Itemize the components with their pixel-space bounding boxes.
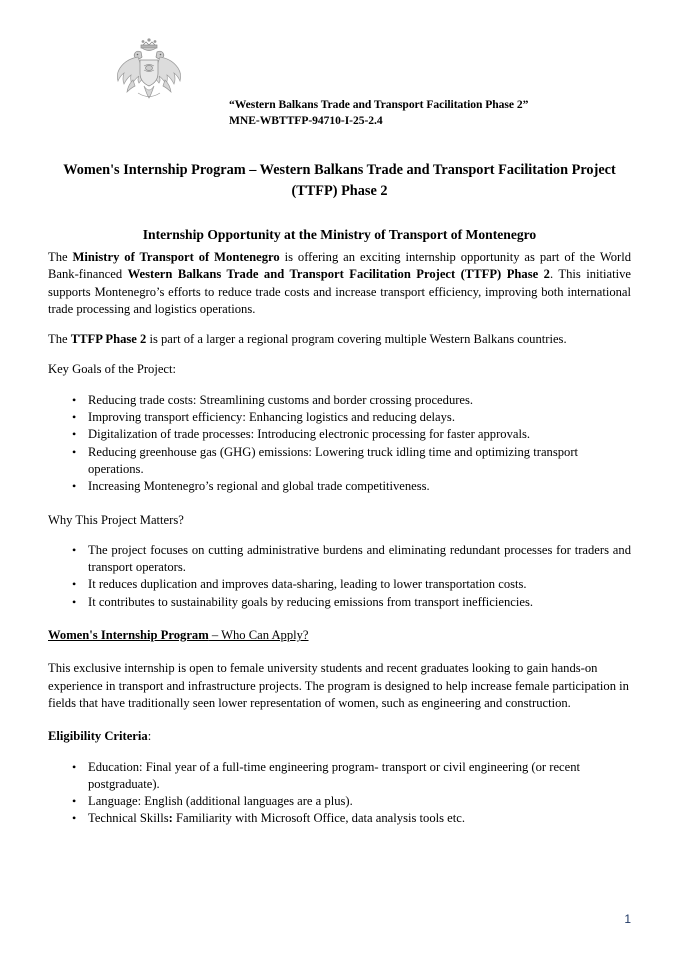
eligibility-item-2-lead: Technical Skills: [88, 811, 169, 826]
header-reference-number: MNE-WBTTFP-94710-I-25-2.4: [229, 113, 383, 127]
eligibility-heading-colon: :: [147, 729, 152, 744]
header-reference-block: [229, 97, 649, 128]
page-number: 1: [624, 912, 631, 926]
intro-p2-part-c: is part of a larger a regional program covering multiple Western Balkans countries.: [146, 332, 567, 347]
why-matters-list: [48, 542, 631, 611]
list-item: • Reducing trade costs: Streamlining customs and border crossing procedures.: [48, 392, 631, 409]
intro-p2-part-a: The: [48, 332, 71, 347]
key-goals-heading: Key Goals of the Project:: [48, 362, 177, 377]
list-item: • It contributes to sustainability goals by reducing emissions from transport inefficiencies.: [48, 594, 631, 611]
key-goals-list: [48, 392, 631, 496]
eligibility-item-1-text: Language: English (additional languages are a plus).: [88, 794, 353, 809]
who-can-apply-heading-rest: – Who Can Apply?: [208, 628, 309, 643]
who-can-apply-heading: [48, 627, 631, 644]
list-item: [48, 810, 631, 827]
page-title: Women's Internship Program – Western Balkans Trade and Transport Facilitation Project (TTFP) Phase 2: [63, 162, 616, 199]
list-item: • It reduces duplication and improves data-sharing, leading to lower transportation costs.: [48, 576, 631, 593]
intro-p1-part-a: The: [48, 250, 73, 264]
list-item: • Reducing greenhouse gas (GHG) emissions: Lowering truck idling time and optimizing transport operations.: [48, 444, 631, 479]
list-item: [48, 759, 631, 794]
who-can-apply-paragraph: This exclusive internship is open to female university students and recent graduates looking to gain hands-on experience in transport and infrastructure projects. The program is designed to help increase female participation in fields that have traditionally seen lower representation of women, such as engineering and construction.: [48, 661, 629, 710]
list-item: • Increasing Montenegro’s regional and global trade competitiveness.: [48, 478, 631, 495]
list-item: • Digitalization of trade processes: Introducing electronic processing for faster approvals.: [48, 426, 631, 443]
list-item: • The project focuses on cutting administrative burdens and eliminating redundant processes for traders and transport operators.: [48, 542, 631, 577]
intro-p2-ttfp: TTFP Phase 2: [70, 332, 147, 347]
page-subtitle: Internship Opportunity at the Ministry of Transport of Montenegro: [142, 227, 537, 242]
intro-paragraph-2: [48, 331, 631, 348]
intro-p1-project-name: Western Balkans Trade and Transport Facilitation Project (TTFP) Phase 2: [127, 267, 550, 282]
list-item: • Improving transport efficiency: Enhancing logistics and reducing delays.: [48, 409, 631, 426]
who-can-apply-heading-bold: Women's Internship Program: [48, 628, 209, 643]
header-project-title: “Western Balkans Trade and Transport Facilitation Phase 2”: [229, 98, 529, 111]
eligibility-item-2-colon: :: [168, 811, 173, 826]
eligibility-heading-label: Eligibility Criteria: [48, 729, 148, 744]
montenegro-coat-of-arms-icon: [108, 36, 190, 108]
intro-p1-part-c: is offering an exciting internship opportunity as part of the World Bank-financed: [48, 250, 631, 282]
eligibility-list: [48, 759, 631, 828]
eligibility-item-2-text: Familiarity with Microsoft Office, data analysis tools etc.: [172, 811, 465, 826]
list-item: [48, 793, 631, 810]
intro-p1-ministry: Ministry of Transport of Montenegro: [72, 250, 280, 264]
intro-p1-part-e: . This initiative supports Montenegro’s efforts to reduce trade costs and increase transport efficiency, improving both international trade processing and logistics operations.: [48, 267, 632, 316]
eligibility-heading: [48, 728, 631, 745]
eligibility-item-0-text: Education: Final year of a full-time engineering program- transport or civil engineering (or recent postgraduate).: [88, 759, 581, 791]
title-block: [48, 160, 631, 245]
document-body: [48, 249, 631, 828]
why-matters-heading: Why This Project Matters?: [48, 512, 184, 527]
intro-paragraph-1: [48, 249, 631, 318]
document-header: [0, 0, 679, 140]
